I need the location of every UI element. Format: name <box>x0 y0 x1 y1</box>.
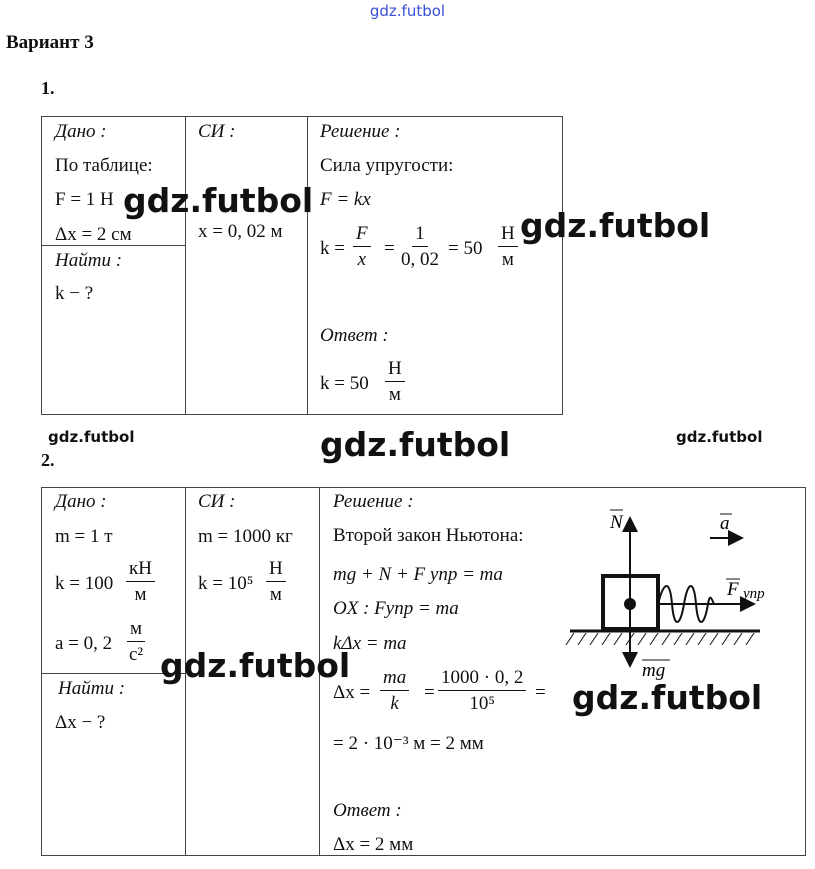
label-n: N <box>610 512 623 533</box>
calc-fraction <box>380 668 409 713</box>
hooke-equation: kΔx = ma <box>333 633 407 654</box>
watermark: gdz.futbol <box>520 206 711 245</box>
unit-fraction <box>385 359 405 404</box>
equals: = <box>384 238 395 259</box>
denominator: м <box>388 384 401 405</box>
answer-heading: Ответ : <box>320 325 389 346</box>
page-title: Вариант 3 <box>6 32 94 53</box>
watermark: gdz.futbol <box>320 425 511 464</box>
denominator: м <box>501 249 514 270</box>
given-stiffness: k = 100 <box>55 573 114 594</box>
si-heading: СИ : <box>198 491 236 512</box>
given-line: По таблице: <box>55 155 153 176</box>
label-mg: mg <box>642 660 666 680</box>
unit-fraction <box>266 559 286 604</box>
given-heading: Дано : <box>55 491 107 512</box>
equals: = <box>424 682 435 703</box>
watermark: gdz.futbol <box>48 428 135 446</box>
calc-result: = 2 · 10⁻³ м = 2 мм <box>333 733 484 754</box>
vector-equation: mg + N + F упр = ma <box>333 564 503 585</box>
equals: = <box>535 682 546 703</box>
projection-equation: OX : Fупр = ma <box>333 598 459 619</box>
denominator: 10⁵ <box>469 693 495 714</box>
si-heading: СИ : <box>198 121 236 142</box>
denominator: k <box>390 693 399 714</box>
find-heading: Найти : <box>58 678 126 699</box>
numerator: Н <box>385 359 405 382</box>
calc-lhs: Δx = <box>333 682 371 703</box>
denominator: м <box>134 584 147 605</box>
numerator: F <box>353 224 371 247</box>
unit-fraction <box>498 224 518 269</box>
denominator: с² <box>129 644 144 665</box>
watermark: gdz.futbol <box>160 646 351 685</box>
unit-fraction <box>126 559 155 604</box>
numerator: м <box>127 619 145 642</box>
find-value: Δx − ? <box>55 712 106 733</box>
answer: k = 50 <box>320 373 369 394</box>
si-mass: m = 1000 кг <box>198 526 293 547</box>
given-mass: m = 1 т <box>55 526 113 547</box>
numerator: Н <box>498 224 518 247</box>
numerator: 1 <box>412 224 428 247</box>
given-extension: Δx = 2 см <box>55 224 132 245</box>
calc-fraction <box>398 224 442 269</box>
solution-law: Второй закон Ньютона: <box>333 525 524 546</box>
si-stiffness: k = 10⁵ <box>198 573 254 594</box>
denominator: x <box>357 249 367 270</box>
numerator: ma <box>380 668 409 691</box>
unit-fraction <box>126 619 146 664</box>
task-1-number: 1. <box>41 78 55 98</box>
ground <box>566 631 760 645</box>
label-f-subscript: упр <box>743 586 765 602</box>
find-heading: Найти : <box>55 250 123 271</box>
find-value: k − ? <box>55 283 94 304</box>
given-acceleration: a = 0, 2 <box>55 633 113 654</box>
calc-fraction <box>353 224 371 269</box>
answer: Δx = 2 мм <box>333 834 414 855</box>
formula: F = kx <box>320 189 371 210</box>
task-1-divider <box>307 116 308 415</box>
calc-fraction <box>438 668 526 713</box>
label-a: a <box>720 513 730 534</box>
denominator: 0, 02 <box>401 249 439 270</box>
answer-heading: Ответ : <box>333 800 402 821</box>
solution-line: Сила упругости: <box>320 155 454 176</box>
calc-lhs: k = <box>320 238 345 259</box>
numerator: кН <box>126 559 155 582</box>
solution-heading: Решение : <box>333 491 414 512</box>
solution-heading: Решение : <box>320 121 401 142</box>
watermark-top: gdz.futbol <box>369 2 446 20</box>
given-force: F = 1 Н <box>55 189 114 210</box>
numerator: 1000 · 0, 2 <box>438 668 526 691</box>
watermark: gdz.futbol <box>123 181 314 220</box>
task-2-number: 2. <box>41 450 55 470</box>
watermark: gdz.futbol <box>676 428 763 446</box>
si-value: x = 0, 02 м <box>198 221 283 242</box>
force-diagram <box>560 500 800 680</box>
denominator: м <box>269 584 282 605</box>
calc-result: = 50 <box>448 238 483 259</box>
task-1-divider <box>41 245 185 246</box>
numerator: Н <box>266 559 286 582</box>
label-f: F <box>727 579 739 600</box>
given-heading: Дано : <box>55 121 107 142</box>
watermark: gdz.futbol <box>572 678 763 717</box>
task-1-divider <box>185 116 186 415</box>
